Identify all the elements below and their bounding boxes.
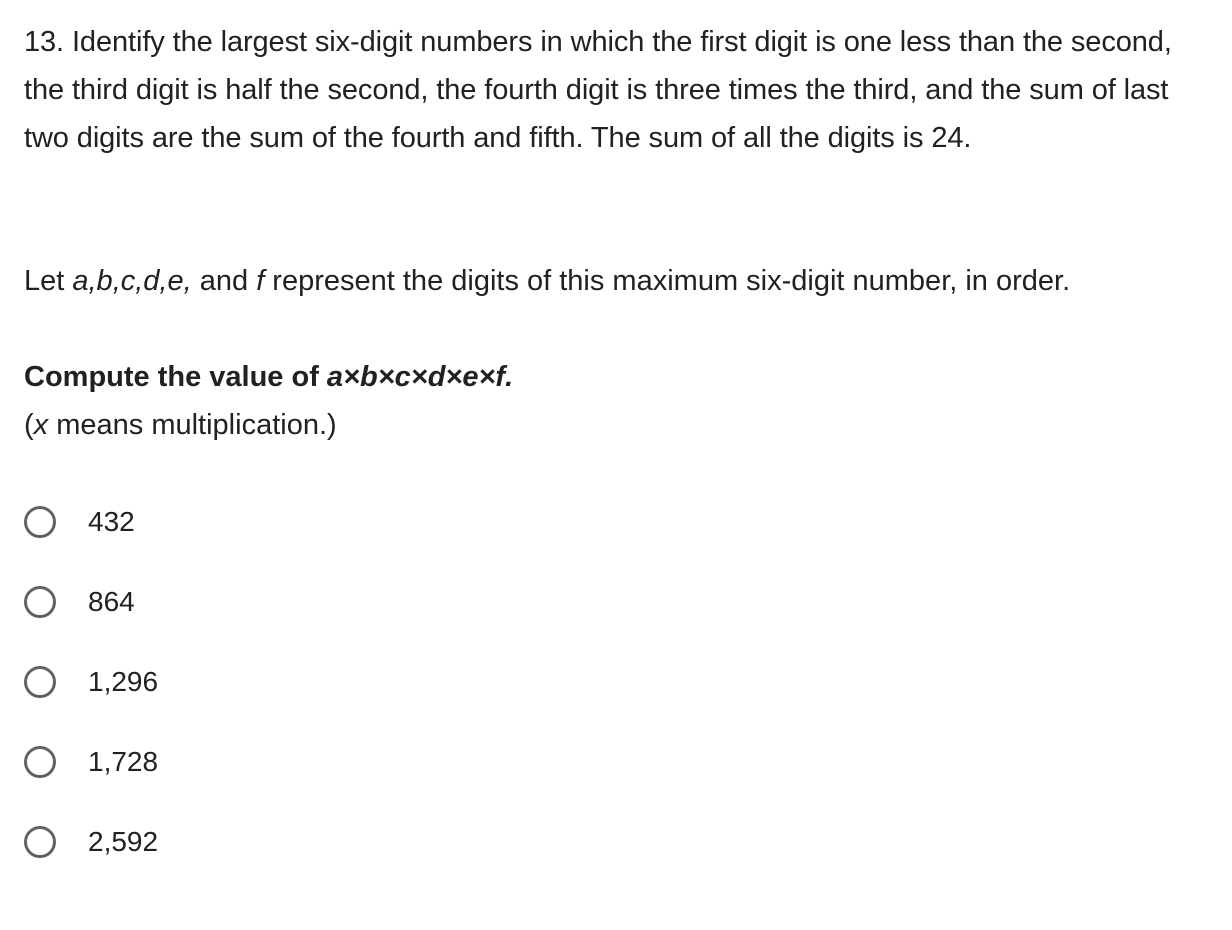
radio-button[interactable] [24,586,56,618]
note-var: x [33,409,49,441]
radio-button[interactable] [24,506,56,538]
option-label: 1,296 [88,666,159,697]
compute-line [24,353,1214,401]
intro-last-var: f [256,265,265,297]
compute-expression: a×b×c×d×e×f. [326,361,514,393]
compute-label: Compute the value of [24,361,327,393]
radio-button[interactable] [24,666,56,698]
option-label: 864 [88,586,135,617]
multiplication-note [24,401,1214,449]
question-text [24,18,1214,162]
option-1296[interactable] [24,660,158,740]
option-label: 1,728 [88,746,159,777]
option-1728[interactable] [24,740,158,820]
option-2592[interactable] [24,820,158,900]
radio-button[interactable] [24,746,56,778]
intro-middle: and [191,265,257,297]
intro-text [24,257,1214,305]
intro-vars: a,b,c,d,e, [72,265,192,297]
answer-options [24,500,158,900]
intro-suffix: represent the digits of this maximum six-digit number, in order. [264,265,1071,297]
option-432[interactable] [24,500,158,580]
intro-prefix: Let [24,265,73,297]
note-open: ( [24,409,34,441]
option-label: 2,592 [88,826,159,857]
note-rest: means multiplication.) [48,409,337,441]
option-864[interactable] [24,580,158,660]
radio-button[interactable] [24,826,56,858]
question-body: 13. Identify the largest six-digit numbers in which the first digit is one less than the second, the third digit is half the second, the fourth digit is three times the third, and the sum of last two digits are the sum of the fourth and fifth. The sum of all the digits is 24. [24,26,1172,154]
compute-prompt [24,353,1214,449]
option-label: 432 [88,506,135,537]
